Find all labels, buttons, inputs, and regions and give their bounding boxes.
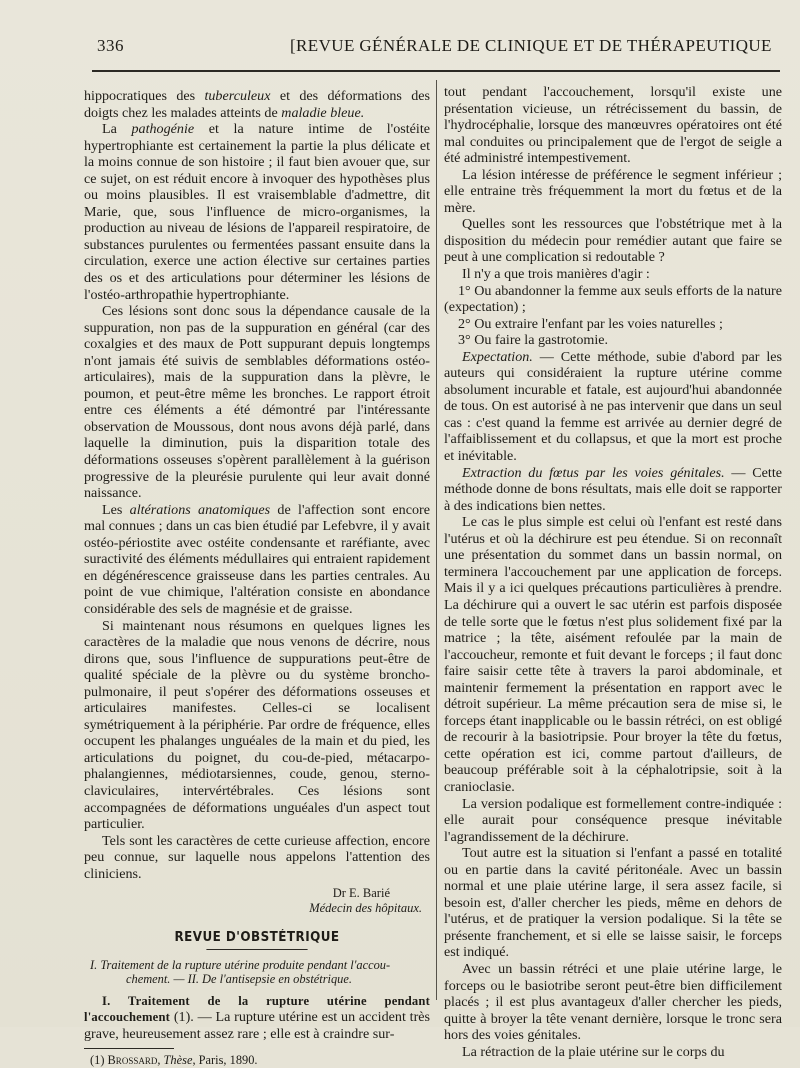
paragraph [84, 502, 430, 618]
paragraph-text: Quelles sont les ressources que l'obstétrique met à la disposition du médecin pour remédier autant que faire se peut à une complication si redoutable ? [444, 216, 782, 266]
paragraph-text: de l'affection sont encore mal connues ; dans un cas bien étudié par Lefebvre, il y avait ostéo-périostite avec ostéite condensante et raréfiante, avec suractivité des éléments médullaires qui entraient rapidement en dégénérescence graisseuse dans les parties centrales. Au point de vue chimique, l'altération consiste en abondance considérable des sels de magnésie et de graisse. [84, 501, 430, 617]
paragraph-text: La lésion intéresse de préférence le segment inférieur ; elle entraine très fréquemment la mort du fœtus et de la mère. [444, 166, 782, 216]
subsection-heading: I. Traitement de la rupture utérine pendant l'accouchement [84, 993, 430, 1025]
paragraph-text: tout pendant l'accouchement, lorsqu'il existe une présentation vicieuse, un rétrécissement du bassin, de l'hydrocéphalie, lorsque des manœuvres opératoires ont été mal conduites ou principalement que de l'ergot de seigle a été administré intempestivement. [444, 84, 782, 167]
paragraph-text: Tels sont les caractères de cette curieuse affection, encore peu connue, sur laquelle nous appelons l'attention des cliniciens. [84, 832, 430, 882]
page-header [85, 36, 785, 60]
list-item: 1° Ou abandonner la femme aux seuls efforts de la nature (expectation) ; [444, 282, 782, 316]
paragraph [84, 121, 430, 303]
paragraph [444, 465, 782, 515]
section-title-text: REVUE D'OBSTÉTRIQUE [174, 930, 340, 946]
section-title-rule [206, 949, 307, 950]
paragraph [444, 216, 782, 266]
paragraph [84, 618, 430, 833]
paragraph-text: , [157, 1053, 164, 1068]
left-column [84, 88, 430, 1068]
paragraph-text: La rétraction de la plaie utérine sur le corps du [462, 1043, 725, 1060]
paragraph-text: (1). — La rupture utérine est un accident très grave, heureusement assez rare ; elle est à craindre sur- [84, 1009, 430, 1042]
paragraph-text: (1) [90, 1053, 108, 1068]
paragraph [84, 303, 430, 502]
section-contents [84, 958, 430, 987]
paragraph [84, 993, 430, 1043]
italic-text: maladie bleue. [281, 104, 365, 121]
paragraph-text: hippocratiques des [84, 88, 205, 104]
paragraph-text: — Cette méthode donne de bons résultats, mais elle doit se rapporter à des indications bien nettes. [444, 464, 782, 514]
signature-affiliation: Médecin des hôpitaux. [309, 901, 422, 916]
paragraph-text: Avec un bassin rétréci et une plaie utérine large, le forceps ou le basiotribe seront peut-être bien difficilement placés ; il est plus avantageux d'aller chercher les pieds, quitte à broyer la tête venant dernière, lorsque le tronc sera hors des voies génitales. [444, 960, 782, 1044]
paragraph-text: , Paris, 1890. [192, 1053, 258, 1068]
paragraph [84, 833, 430, 883]
section-title [98, 930, 416, 950]
italic-text: Extraction du fœtus par les voies génitales. [462, 464, 725, 481]
footnote [84, 1053, 430, 1068]
signature-block [84, 886, 430, 916]
italic-text: Thèse [163, 1053, 193, 1068]
paragraph-text: Les [102, 501, 130, 518]
paragraph [84, 88, 430, 121]
paragraph-text: La version podalique est formellement contre-indiquée : elle aurait pour conséquence presque inévitable l'agrandissement de la déchirure. [444, 795, 782, 845]
paragraph-text: Le cas le plus simple est celui où l'enfant est resté dans l'utérus et où la déchirure est peu étendue. Si on reconnaît une présentation du sommet dans un bassin normal, on terminera l'accouchement par une application de forceps. Mais il y a ici quelques précautions particulières à prendre. La déchirure qui a ouvert le sac utérin est parfois disposée de telle sorte que le fœtus n'est plus solidement fixé par la matrice ; la tête, aisément refoulée par la main de l'accoucheur, remonte et fuit devant le forceps ; il faut donc faire saisir cette tête à travers la paroi abdominale, et maintenir fermement la présentation en rapport avec le détroit supérieur. La même précaution sera de mise si, le forceps étant inapplicable ou le bassin rétréci, on est obligé de recourir à la basiotripsie. Pour broyer la tête du fœtus, cette opération est ici, comme partout d'ailleurs, de beaucoup préférable soit à la céphalotripsie, soit à la cranioclasie. [444, 514, 782, 795]
paragraph [444, 796, 782, 846]
section-contents-line-2: chement. — II. De l'antisepsie en obstétrique. [126, 972, 352, 987]
paragraph-text: — Cette méthode, subie d'abord par les auteurs qui considéraient la rupture utérine comme absolument incurable et fatale, est aujourd'hui abandonnée de tous. On est autorisé à ne pas intervenir que dans un seul cas : c'est quand la femme est arrivée au dernier degré de l'affaiblissement et du collapsus, et que la mort est proche et inévitable. [444, 348, 782, 465]
italic-text: altérations anatomiques [129, 501, 271, 518]
paragraph-text: et la nature intime de l'ostéite hypertrophiante est certainement la partie la plus délicate et la moins connue de son histoire ; il faut bien avouer que, sur ce sujet, on est réduit encore à invoquer des hypothèses plus ou moins plausibles. Il est vraisemblable d'admettre, dit Marie, que, sous l'influence de micro-organismes, la production au niveau de lésions de l'appareil respiratoire, de substances purulentes ou fermentées passant ensuite dans la circulation, exerce une action élective sur certaines parties des os et des articulations pour déterminer les lésions de l'ostéo-arthropathie hypertrophiante. [84, 121, 430, 303]
paragraph-text: et des déformations des doigts chez les malades atteints de [84, 88, 430, 121]
paragraph-text: Brossard [107, 1053, 158, 1068]
footnote-rule [84, 1048, 174, 1049]
paragraph [444, 514, 782, 795]
paragraph-text: Tout autre est la situation si l'enfant a passé en totalité ou en partie dans la cavité péritonéale. Avec un bassin normal et une plaie utérine large, il sera assez facile, si besoin est, d'aller chercher les pieds, même en dehors de l'utérus, et de pratiquer la version podalique. Si la tête se présente franchement, et si elle se laisse saisir, le forceps est indiqué. [444, 845, 782, 961]
paragraph [444, 349, 782, 465]
paragraph [444, 167, 782, 217]
running-title: [REVUE GÉNÉRALE DE CLINIQUE ET DE THÉRAPEUTIQUE [290, 36, 772, 55]
paragraph [444, 961, 782, 1044]
header-rule [92, 70, 780, 72]
column-rule [436, 80, 437, 1000]
page-number: 336 [97, 36, 124, 55]
paragraph-text: La [102, 121, 132, 138]
signature-name: Dr E. Barié [332, 886, 390, 901]
paragraph [444, 266, 782, 283]
paragraph [444, 84, 782, 167]
paragraph [444, 1044, 782, 1061]
list-item: 2° Ou extraire l'enfant par les voies naturelles ; [458, 315, 723, 332]
section-contents-line-1: I. Traitement de la rupture utérine produite pendant l'accou- [90, 957, 391, 972]
italic-text: pathogénie [131, 121, 195, 138]
list-item: 3° Ou faire la gastrotomie. [458, 332, 609, 349]
paragraph [444, 845, 782, 961]
paragraph-text: Il n'y a que trois manières d'agir : [462, 266, 650, 283]
italic-text: Expectation. [462, 348, 533, 365]
paragraph-text: Si maintenant nous résumons en quelques lignes les caractères de la maladie que nous venons de décrire, nous dirons que, sous l'influence de suppurations peut-être de qualité spéciale de la plèvre ou du système broncho-pulmonaire, il peut s'opérer des déformations osseuses et articulaires manifestes. Celles-ci se localisent symétriquement à la périphérie. Par ordre de fréquence, elles occupent les phalanges unguéales de la main et du pied, les articulations du poignet, du cou-de-pied, métacarpo-phalangiennes, médiotarsiennes, coude, genou, sterno-claviculaires, intervértébrales. Ces lésions sont accompagnées de déformations unguéales d'un aspect tout particulier. [84, 617, 430, 833]
italic-text: tuberculeux [204, 88, 271, 104]
paragraph-text: Ces lésions sont donc sous la dépendance causale de la suppuration, non pas de la suppuration en général (car des coxalgies et des maux de Pott suppurant depuis longtemps n'ont jamais été suivis de semblables déformations ostéo-articulaires), mais de la suppuration dans la plèvre, le poumon, et peut-être même les bronches. Le rapport étroit entre ces éléments a été démontré par l'intéressante observation de Moussous, dont nous avons déjà parlé, dans laquelle la diminution, puis la disparition totale des déformations osseuses s'opèrent parallèlement à la guérison progressive de la pleurésie purulente qui leur avait donné naissance. [84, 303, 430, 502]
right-column [444, 84, 782, 1060]
